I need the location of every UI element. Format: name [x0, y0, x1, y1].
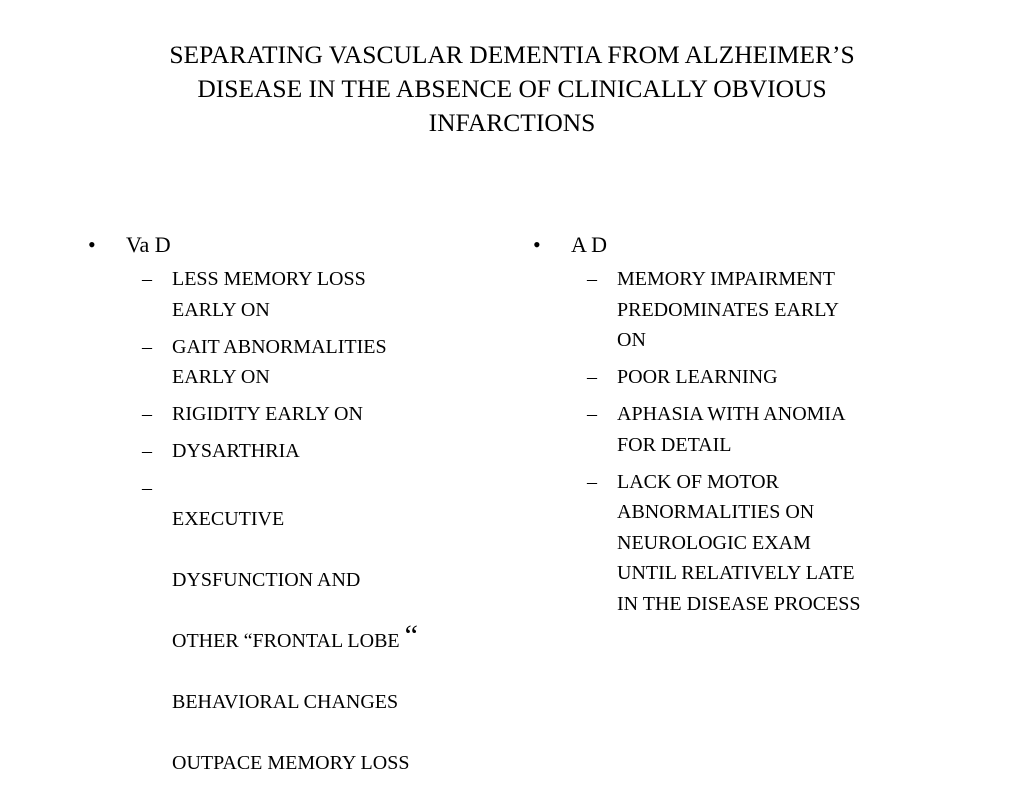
- text-line: OUTPACE MEMORY LOSS: [172, 751, 410, 774]
- list-item: [86, 264, 506, 325]
- dash-glyph: –: [142, 335, 152, 358]
- list-item-text: [172, 473, 506, 778]
- text-line: EXECUTIVE: [172, 507, 285, 530]
- bullet-glyph: •: [533, 232, 541, 257]
- bullet-heading: A D: [571, 232, 608, 257]
- text-line: OTHER “FRONTAL LOBE: [172, 629, 405, 652]
- slide-title: [110, 38, 914, 140]
- ad-subitem-list: [531, 264, 951, 619]
- dash-glyph: –: [587, 268, 597, 290]
- text-line: DYSFUNCTION AND: [172, 568, 361, 591]
- right-column: [531, 230, 951, 626]
- list-item: [531, 362, 951, 393]
- list-item: [531, 264, 951, 356]
- dash-glyph: –: [587, 470, 597, 493]
- list-item: [531, 467, 951, 620]
- vad-subitem-list: [86, 264, 506, 778]
- list-item-text: LESS MEMORY LOSS EARLY ON: [172, 268, 366, 321]
- quote-mark: “: [404, 618, 418, 652]
- bullet-glyph: •: [88, 232, 96, 257]
- list-item: [86, 436, 506, 467]
- dash-glyph: –: [587, 366, 597, 388]
- list-item-text: APHASIA WITH ANOMIA FOR DETAIL: [617, 403, 846, 456]
- list-item-text: GAIT ABNORMALITIES EARLY ON: [172, 335, 387, 388]
- list-item: [86, 473, 506, 778]
- list-item-text: LACK OF MOTOR ABNORMALITIES ON NEUROLOGIC EXAM UNTIL RELATIVELY LATE IN THE DISEASE PROCESS: [617, 470, 861, 615]
- list-item: [531, 399, 951, 460]
- list-item-text: POOR LEARNING: [617, 366, 778, 388]
- left-column: [86, 230, 506, 785]
- dash-glyph: –: [142, 268, 152, 290]
- bullet-heading: Va D: [126, 232, 171, 257]
- list-item: [86, 332, 506, 393]
- text-line: BEHAVIORAL CHANGES: [172, 690, 399, 713]
- dash-glyph: –: [142, 477, 152, 499]
- title-line-1: SEPARATING VASCULAR DEMENTIA FROM ALZHEIMER’S: [169, 40, 855, 69]
- list-item-text: RIGIDITY EARLY ON: [172, 403, 363, 425]
- list-item-text: MEMORY IMPAIRMENT PREDOMINATES EARLY ON: [617, 268, 839, 351]
- bullet-vascular-dementia: [86, 230, 506, 264]
- dash-glyph: –: [587, 403, 597, 425]
- bullet-alzheimers-disease: [531, 230, 951, 264]
- list-item: [86, 399, 506, 430]
- title-line-3: INFARCTIONS: [428, 108, 596, 137]
- list-item-text: DYSARTHRIA: [172, 440, 300, 462]
- title-line-2: DISEASE IN THE ABSENCE OF CLINICALLY OBVIOUS: [197, 74, 827, 103]
- dash-glyph: –: [142, 440, 152, 462]
- dash-glyph: –: [142, 403, 152, 425]
